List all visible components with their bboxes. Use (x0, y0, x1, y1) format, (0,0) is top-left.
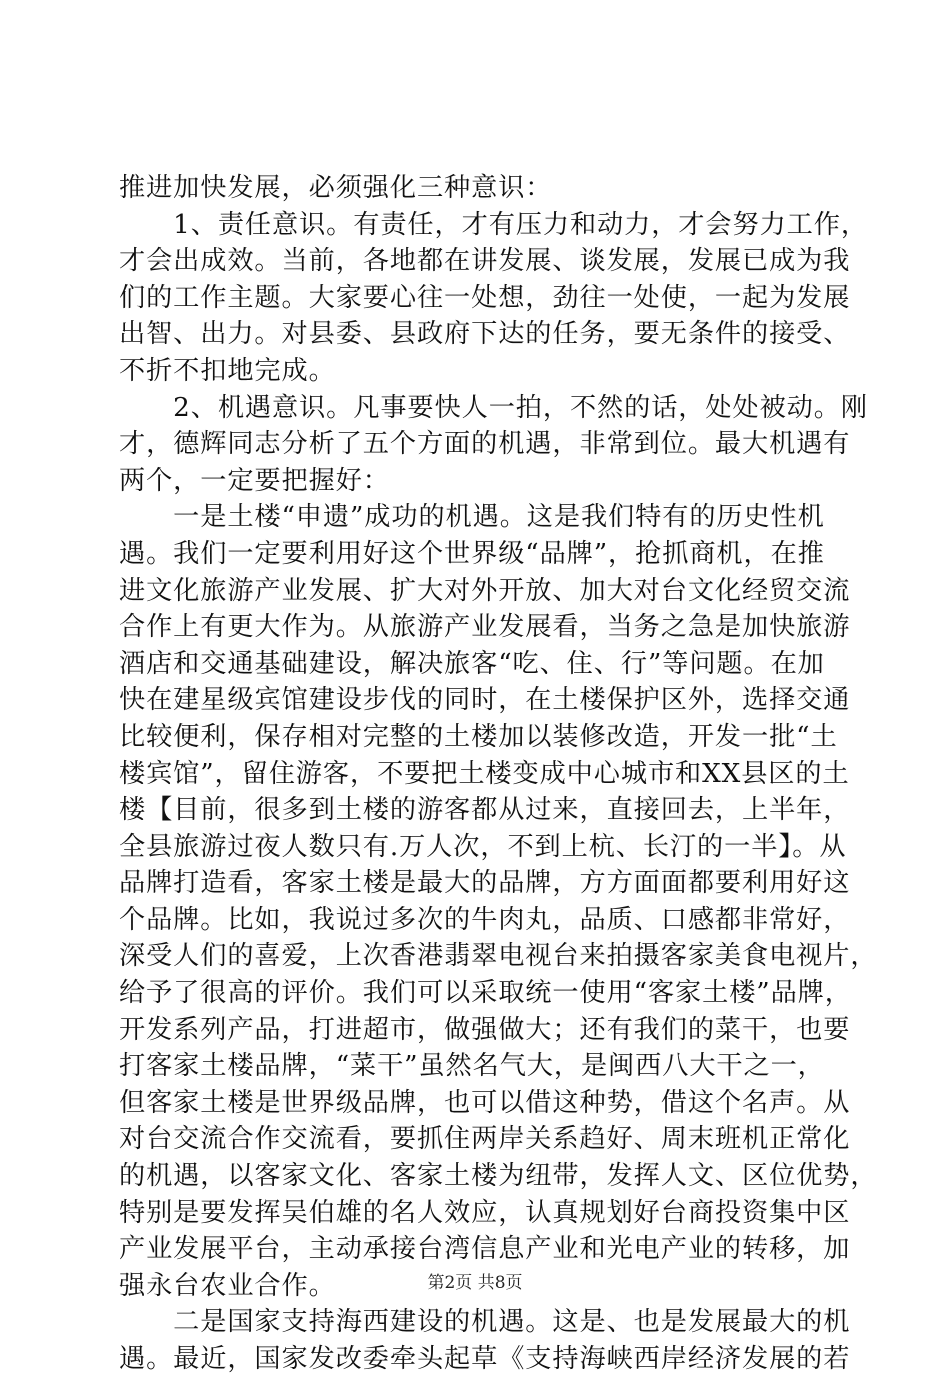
text-line: 快在建星级宾馆建设步伐的同时，在土楼保护区外，选择交通 (119, 685, 851, 716)
text-line: 酒店和交通基础建设，解决旅客“吃、住、行”等问题。在加 (119, 648, 825, 679)
text-line: 但客家土楼是世界级品牌，也可以借这种势，借这个名声。从 (119, 1087, 851, 1118)
text-line: 楼宾馆”，留住游客，不要把土楼变成中心城市和XX县区的土 (119, 758, 850, 789)
text-line: 两个，一定要把握好： (119, 465, 390, 496)
text-line: 合作上有更大作为。从旅游产业发展看，当务之急是加快旅游 (119, 612, 851, 643)
text-line: 一是土楼“申遗”成功的机遇。这是我们特有的历史性机 (119, 502, 825, 533)
text-line: 2、机遇意识。凡事要快人一拍，不然的话，处处被动。刚 (119, 392, 868, 423)
text-line: 给予了很高的评价。我们可以采取统一使用“客家土楼”品牌， (119, 978, 852, 1009)
text-line: 的机遇，以客家文化、客家土楼为纽带，发挥人文、区位优势， (119, 1161, 878, 1192)
text-line: 才会出成效。当前，各地都在讲发展、谈发展，发展已成为我 (119, 246, 851, 277)
text-line: 遇。最近，国家发改委牵头起草《支持海峡西岸经济发展的若 (119, 1344, 851, 1374)
text-line: 对台交流合作交流看，要抓住两岸关系趋好、周末班机正常化 (119, 1124, 851, 1155)
text-line: 强永台农业合作。 (119, 1270, 336, 1301)
text-line: 楼【目前，很多到土楼的游客都从过来，直接回去，上半年， (119, 795, 851, 826)
text-line: 全县旅游过夜人数只有.万人次，不到上杭、长汀的一半】。从 (119, 831, 847, 862)
text-line: 出智、出力。对县委、县政府下达的任务，要无条件的接受、 (119, 319, 851, 350)
text-line: 深受人们的喜爱，上次香港翡翠电视台来拍摄客家美食电视片， (119, 941, 878, 972)
text-line: 进文化旅游产业发展、扩大对外开放、加大对台文化经贸交流 (119, 575, 851, 606)
text-line: 开发系列产品，打进超市，做强做大；还有我们的菜干，也要 (119, 1014, 851, 1045)
text-line: 个品牌。比如，我说过多次的牛肉丸，品质、口感都非常好， (119, 904, 851, 935)
text-line: 们的工作主题。大家要心往一处想，劲往一处使，一起为发展 (119, 282, 851, 313)
text-line: 推进加快发展，必须强化三种意识： (119, 173, 553, 203)
text-line: 品牌打造看，客家土楼是最大的品牌，方方面面都要利用好这 (119, 868, 851, 899)
page-footer: 第2页 共8页 (427, 1273, 523, 1293)
text-line: 1、责任意识。有责任，才有压力和动力，才会努力工作， (119, 209, 868, 240)
document-body (119, 170, 878, 1378)
text-line: 二是国家支持海西建设的机遇。这是、也是发展最大的机 (119, 1307, 851, 1338)
text-line: 比较便利，保存相对完整的土楼加以装修改造，开发一批“土 (119, 721, 838, 752)
text-line: 特别是要发挥吴伯雄的名人效应，认真规划好台商投资集中区 (119, 1197, 851, 1228)
text-line: 才，德辉同志分析了五个方面的机遇，非常到位。最大机遇有 (119, 429, 851, 460)
text-line: 不折不扣地完成。 (119, 355, 336, 386)
text-line: 打客家土楼品牌，“菜干”虽然名气大，是闽西八大干之一， (119, 1051, 825, 1082)
text-line: 遇。我们一定要利用好这个世界级“品牌”，抢抓商机，在推 (119, 538, 825, 569)
text-line: 产业发展平台，主动承接台湾信息产业和光电产业的转移，加 (119, 1234, 851, 1265)
